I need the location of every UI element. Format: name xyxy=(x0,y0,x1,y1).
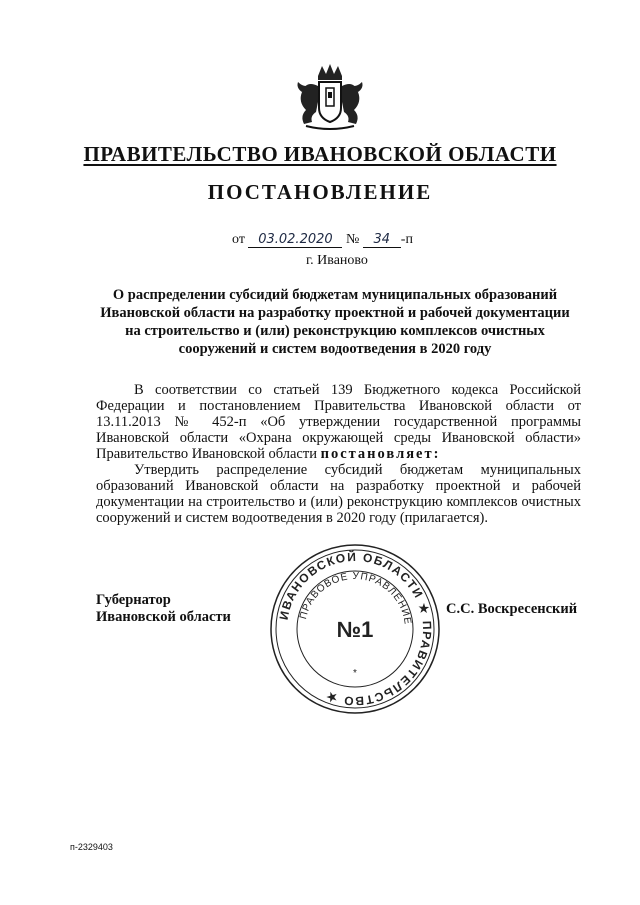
seal-star: * xyxy=(353,668,357,679)
organization-name: ПРАВИТЕЛЬСТВО ИВАНОВСКОЙ ОБЛАСТИ xyxy=(83,142,557,166)
document-city: г. Иваново xyxy=(306,253,368,268)
signatory-position-line-2: Ивановской области xyxy=(96,609,231,625)
document-type: ПОСТАНОВЛЕНИЕ xyxy=(207,180,433,204)
document-title: О распределении субсидий бюджетам муниципальных образований Ивановской области на разработку проектной и рабочей документации на строительство и (или) реконструкцию комплексов очистных сооружений и систем водоотведения в 2020 году xyxy=(100,287,570,357)
signatory-position xyxy=(96,592,231,626)
official-seal xyxy=(268,542,442,716)
document-body xyxy=(96,382,581,526)
number-suffix: -п xyxy=(400,232,413,247)
resolves-keyword: постановляет: xyxy=(320,446,441,462)
date-number-line xyxy=(232,232,413,248)
body-paragraph-1-text: В соответствии со статьей 139 Бюджетного кодекса Российской Федерации и постановлением Правительства Ивановской области от 13.11.2013 № 452-п «Об утверждении государственной программы Ивановской области «Охрана окружающей среды Ивановской области» Правительство Ивановской области xyxy=(96,382,581,462)
footer-code: п-2329403 xyxy=(70,842,113,852)
signatory-position-line-1: Губернатор xyxy=(96,592,171,608)
number-prefix: № xyxy=(345,232,360,247)
signatory-name: С.С. Воскресенский xyxy=(446,601,578,617)
body-paragraph-1 xyxy=(96,382,581,462)
document-number: 34 xyxy=(363,232,401,248)
body-paragraph-2: Утвердить распределение субсидий бюджетам муниципальных образований Ивановской области на разработку проектной и рабочей документации на строительство и (или) реконструкцию комплексов очистных сооружений и систем водоотведения в 2020 году (прилагается). xyxy=(96,462,581,526)
seal-center-number: №1 xyxy=(336,617,374,642)
coat-of-arms-icon xyxy=(288,62,372,132)
seal-inner-ring-text: ПРАВОВОЕ УПРАВЛЕНИЕ xyxy=(298,570,413,626)
seal-ring-text: ИВАНОВСКОЙ ОБЛАСТИ ★ ПРАВИТЕЛЬСТВО ★ xyxy=(276,549,435,709)
organization-heading xyxy=(0,142,640,167)
date-prefix: от xyxy=(232,232,245,247)
document-date: 03.02.2020 xyxy=(248,232,342,248)
